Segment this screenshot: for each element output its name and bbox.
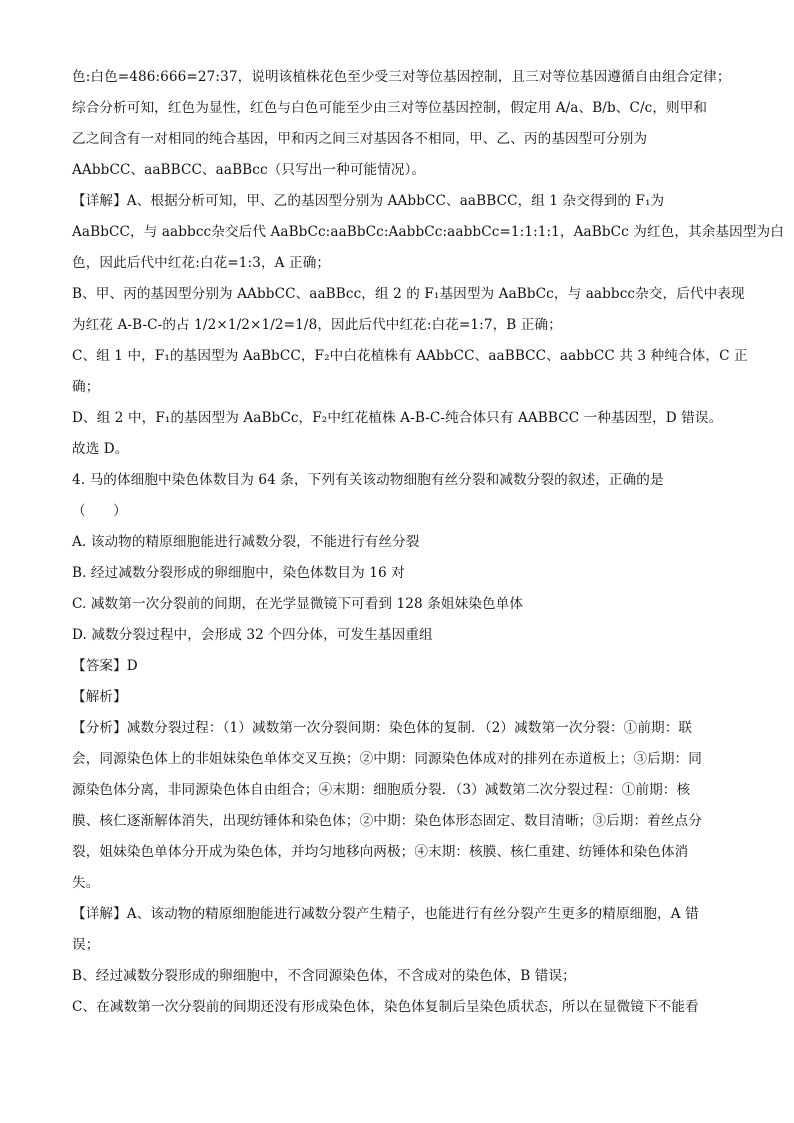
text-line: 确； [72,379,100,395]
text-line: B、经过减数分裂形成的卵细胞中，不含同源染色体，不含成对的染色体，B 错误； [72,968,576,984]
question-stem: 4. 马的体细胞中染色体数目为 64 条，下列有关该动物细胞有丝分裂和减数分裂的叙述，正确的是 [72,472,664,488]
option-b: B. 经过减数分裂形成的卵细胞中，染色体数目为 16 对 [72,565,405,581]
text-line: 色，因此后代中红花:白花=1:3，A 正确； [72,255,331,271]
text-line: 乙之间含有一对相同的纯合基因，甲和丙之间三对基因各不相同，甲、乙、丙的基因型可分别为 [72,131,648,147]
option-c: C. 减数第一次分裂前的间期，在光学显微镜下可看到 128 条姐妹染色单体 [72,596,524,612]
text-line: 失。 [72,875,100,891]
option-d: D. 减数分裂过程中，会形成 32 个四分体，可发生基因重组 [72,627,433,643]
text-line: 色:白色=486:666=27:37，说明该植株花色至少受三对等位基因控制，且三对等位基因遵循自由组合定律； [72,69,731,85]
text-line: 综合分析可知，红色为显性，红色与白色可能至少由三对等位基因控制，假定用 A/a、B/b、C/c，则甲和 [72,100,708,116]
text-line: 膜、核仁逐渐解体消失，出现纺锤体和染色体；②中期：染色体形态固定、数目清晰；③后期：着丝点分 [72,813,702,829]
text-line: D、组 2 中，F₁的基因型为 AaBbCc，F₂中红花植株 A-B-C-纯合体只有 AABBCC 一种基因型，D 错误。 [72,410,723,426]
text-line: 裂，姐妹染色单体分开成为染色体，并均匀地移向两极；④末期：核膜、核仁重建、纺锤体和染色体消 [72,844,689,860]
analysis-heading: 【解析】 [72,689,127,705]
text-line: 故选 D。 [72,441,129,457]
text-line: 会，同源染色体上的非姐妹染色单体交叉互换；②中期：同源染色体成对的排列在赤道板上；③后期：同 [72,751,702,767]
text-line: 【详解】A、根据分析可知，甲、乙的基因型分别为 AAbbCC、aaBBCC，组 1 杂交得到的 F₁为 [72,193,665,209]
text-line: 为红花 A-B-C-的占 1/2×1/2×1/2=1/8，因此后代中红花:白花=1:7，B 正确； [72,317,562,333]
text-line: 【详解】A、该动物的精原细胞能进行减数分裂产生精子，也能进行有丝分裂产生更多的精原细胞，A 错 [72,906,699,922]
text-line: C、在减数第一次分裂前的间期还没有形成染色体，染色体复制后呈染色质状态，所以在显微镜下不能看 [72,999,699,1015]
text-line: AaBbCC，与 aabbcc杂交后代 AaBbCc:aaBbCc:AabbCc:aabbCc=1:1:1:1，AaBbCc 为红色，其余基因型为白 [72,224,784,240]
answer-bracket: （ ） [72,503,127,519]
text-line: 源染色体分离，非同源染色体自由组合；④末期：细胞质分裂．（3）减数第二次分裂过程：①前期：核 [72,782,691,798]
option-a: A. 该动物的精原细胞能进行减数分裂，不能进行有丝分裂 [72,534,420,550]
text-line: C、组 1 中，F₁的基因型为 AaBbCC，F₂中白花植株有 AAbbCC、aaBBCC、aabbCC 共 3 种纯合体，C 正 [72,348,748,364]
document-page [72,62,784,1023]
answer-label: 【答案】D [72,658,138,674]
text-line: B、甲、丙的基因型分别为 AAbbCC、aaBBcc，组 2 的 F₁基因型为 AaBbCc，与 aabbcc杂交，后代中表现 [72,286,745,302]
text-line: AAbbCC、aaBBCC、aaBBcc（只写出一种可能情况）。 [72,162,426,178]
text-line: 【分析】减数分裂过程：（1）减数第一次分裂间期：染色体的复制．（2）减数第一次分裂：①前期：联 [72,720,693,736]
text-line: 误； [72,937,100,953]
